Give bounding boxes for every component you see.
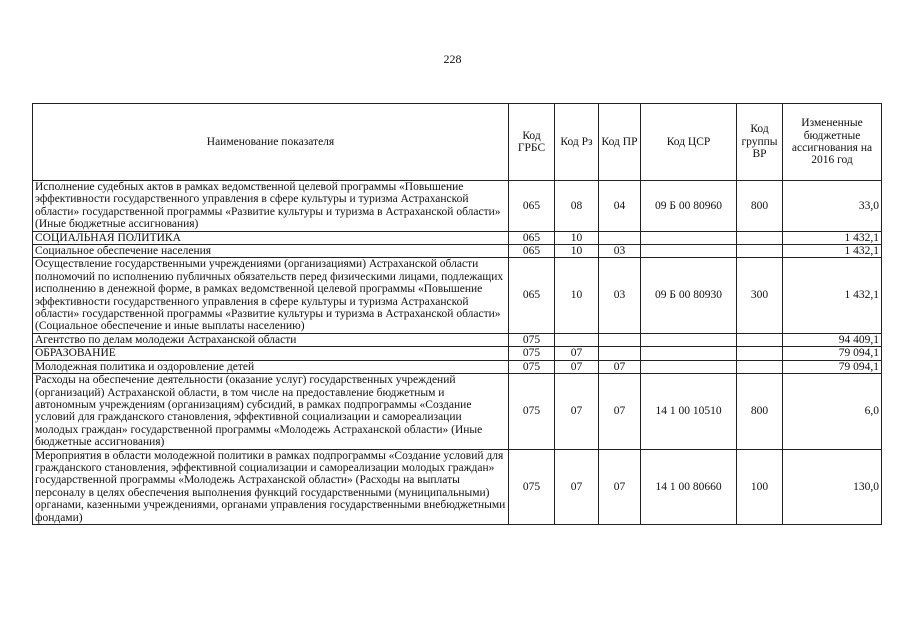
row-amount: 94 409,1 (783, 333, 882, 346)
row-csr (641, 347, 737, 360)
row-pr: 03 (599, 258, 641, 333)
row-amount: 6,0 (783, 374, 882, 449)
row-amount: 1 432,1 (783, 258, 882, 333)
row-name: Молодежная политика и оздоровление детей (33, 360, 509, 373)
row-csr: 09 Б 00 80960 (641, 181, 737, 232)
row-csr (641, 231, 737, 244)
row-amount: 130,0 (783, 449, 882, 524)
header-csr: Код ЦСР (641, 104, 737, 181)
row-name: Осуществление государственными учреждениями (организациями) Астраханской области полномочий по исполнению публичных обязательств перед физическими лицами, подлежащих исполнению в денежной форме, в рамках ведомственной целевой программы «Повышение эффективности государственного управления в сфере культуры и туризма Астраханской области» государственной программы «Развитие культуры и туризма в Астраханской области» (Социальное обеспечение и иные выплаты населению) (33, 258, 509, 333)
row-rz: 10 (555, 258, 599, 333)
row-pr: 03 (599, 245, 641, 258)
row-csr: 14 1 00 10510 (641, 374, 737, 449)
row-rz: 10 (555, 231, 599, 244)
row-rz: 07 (555, 374, 599, 449)
table-row (33, 258, 882, 333)
row-rz: 07 (555, 449, 599, 524)
row-name: Агентство по делам молодежи Астраханской области (33, 333, 509, 346)
table-row (33, 374, 882, 449)
table-row (33, 231, 882, 244)
row-grbs: 075 (509, 333, 555, 346)
row-name: Мероприятия в области молодежной политики в рамках подпрограммы «Создание условий для гражданского становления, эффективной социализации и самореализации молодых граждан» государственной программы «Молодежь Астраханской области» (Расходы на выплаты персоналу в целях обеспечения выполнения функций государственными (муниципальными) органами, казенными учреждениями, органами управления государственными внебюджетными фондами) (33, 449, 509, 524)
header-vr: Код группы ВР (737, 104, 783, 181)
header-amount: Измененные бюджетные ассигнования на 2016 год (783, 104, 882, 181)
row-pr (599, 231, 641, 244)
row-pr (599, 333, 641, 346)
table-row (33, 245, 882, 258)
page-number: 228 (443, 52, 462, 66)
row-csr: 09 Б 00 80930 (641, 258, 737, 333)
row-vr: 800 (737, 181, 783, 232)
row-name: Социальное обеспечение населения (33, 245, 509, 258)
row-pr: 04 (599, 181, 641, 232)
row-amount: 1 432,1 (783, 245, 882, 258)
row-grbs: 065 (509, 245, 555, 258)
row-name: Исполнение судебных актов в рамках ведомственной целевой программы «Повышение эффективности государственного управления в сфере культуры и туризма Астраханской области» государственной программы «Развитие культуры и туризма в Астраханской области» (Иные бюджетные ассигнования) (33, 181, 509, 232)
table-header-row (33, 104, 882, 181)
row-pr: 07 (599, 360, 641, 373)
row-vr (737, 333, 783, 346)
row-rz: 08 (555, 181, 599, 232)
row-csr (641, 360, 737, 373)
row-vr (737, 231, 783, 244)
row-name: СОЦИАЛЬНАЯ ПОЛИТИКА (33, 231, 509, 244)
table-row (33, 181, 882, 232)
header-pr: Код ПР (599, 104, 641, 181)
table-row (33, 449, 882, 524)
row-amount: 1 432,1 (783, 231, 882, 244)
row-name: Расходы на обеспечение деятельности (оказание услуг) государственных учреждений (организаций) Астраханской области, в том числе на предоставление бюджетным и автономным учреждениям (организациям) субсидий, в рамках подпрограммы «Создание условий для гражданского становления, эффективной социализации и самореализации молодых граждан» государственной программы «Молодежь Астраханской области» (Иные бюджетные ассигнования) (33, 374, 509, 449)
row-rz (555, 333, 599, 346)
row-csr: 14 1 00 80660 (641, 449, 737, 524)
row-vr (737, 360, 783, 373)
budget-table (32, 103, 882, 525)
row-amount: 79 094,1 (783, 360, 882, 373)
row-pr: 07 (599, 449, 641, 524)
row-vr (737, 245, 783, 258)
table-row (33, 347, 882, 360)
row-rz: 07 (555, 347, 599, 360)
row-pr: 07 (599, 374, 641, 449)
row-pr (599, 347, 641, 360)
table-row (33, 333, 882, 346)
table-row (33, 360, 882, 373)
row-vr: 800 (737, 374, 783, 449)
header-rz: Код Рз (555, 104, 599, 181)
row-grbs: 065 (509, 181, 555, 232)
row-grbs: 065 (509, 231, 555, 244)
row-vr (737, 347, 783, 360)
row-rz: 10 (555, 245, 599, 258)
row-grbs: 075 (509, 449, 555, 524)
header-name: Наименование показателя (33, 104, 509, 181)
row-csr (641, 333, 737, 346)
row-rz: 07 (555, 360, 599, 373)
row-grbs: 065 (509, 258, 555, 333)
row-vr: 100 (737, 449, 783, 524)
header-grbs: Код ГРБС (509, 104, 555, 181)
row-grbs: 075 (509, 347, 555, 360)
row-name: ОБРАЗОВАНИЕ (33, 347, 509, 360)
row-amount: 79 094,1 (783, 347, 882, 360)
row-grbs: 075 (509, 360, 555, 373)
row-amount: 33,0 (783, 181, 882, 232)
row-grbs: 075 (509, 374, 555, 449)
row-csr (641, 245, 737, 258)
row-vr: 300 (737, 258, 783, 333)
